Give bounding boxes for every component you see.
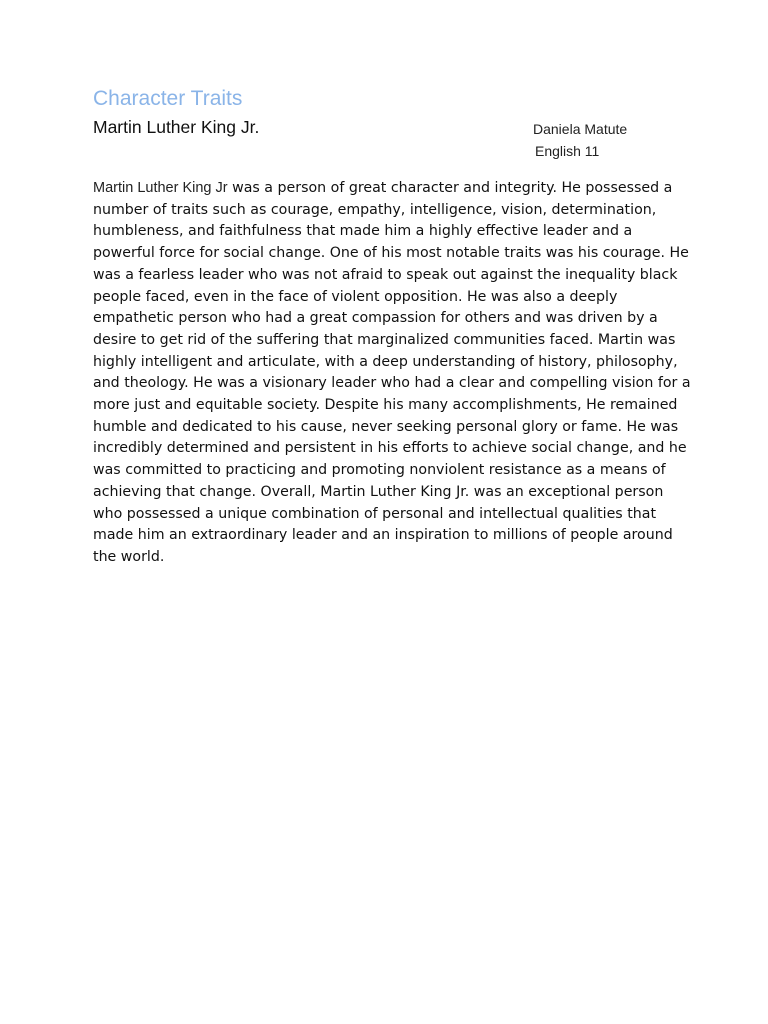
- paragraph-lead-in: Martin Luther King Jr: [93, 180, 228, 196]
- author-name: Daniela Matute: [533, 121, 628, 137]
- paragraph-text: was a person of great character and integrity. He possessed a number of traits such as courage, empathy, intelligence, vision, determination, humbleness, and faithfulness that made him a highly effective leader and a powerful force for social change. One of his most notable traits was his courage. He was a fearless leader who was not afraid to speak out against the inequality black people faced, even in the face of violent opposition. He was also a deeply empathetic person who had a great compassion for others and was driven by a desire to get rid of the suffering that marginalized communities faced. Martin was highly intelligent and articulate, with a deep understanding of history, philosophy, and theology. He was a visionary leader who had a clear and compelling vision for a more just and equitable society. Despite his many accomplishments, He remained humble and dedicated to his cause, never seeking personal glory or fame. He was incredibly determined and persistent in his efforts to achieve social change, and he was committed to practicing and promoting nonviolent resistance as a means of achieving that change. Overall, Martin Luther King Jr. was an exceptional person who possessed a unique combination of personal and intellectual qualities that made him an extraordinary leader and an inspiration to millions of people around the world.: [93, 180, 691, 565]
- class-name: English 11: [535, 143, 600, 159]
- document-subject: Martin Luther King Jr.: [93, 117, 260, 137]
- document-title: Character Traits: [93, 87, 243, 110]
- body-paragraph: [93, 178, 693, 569]
